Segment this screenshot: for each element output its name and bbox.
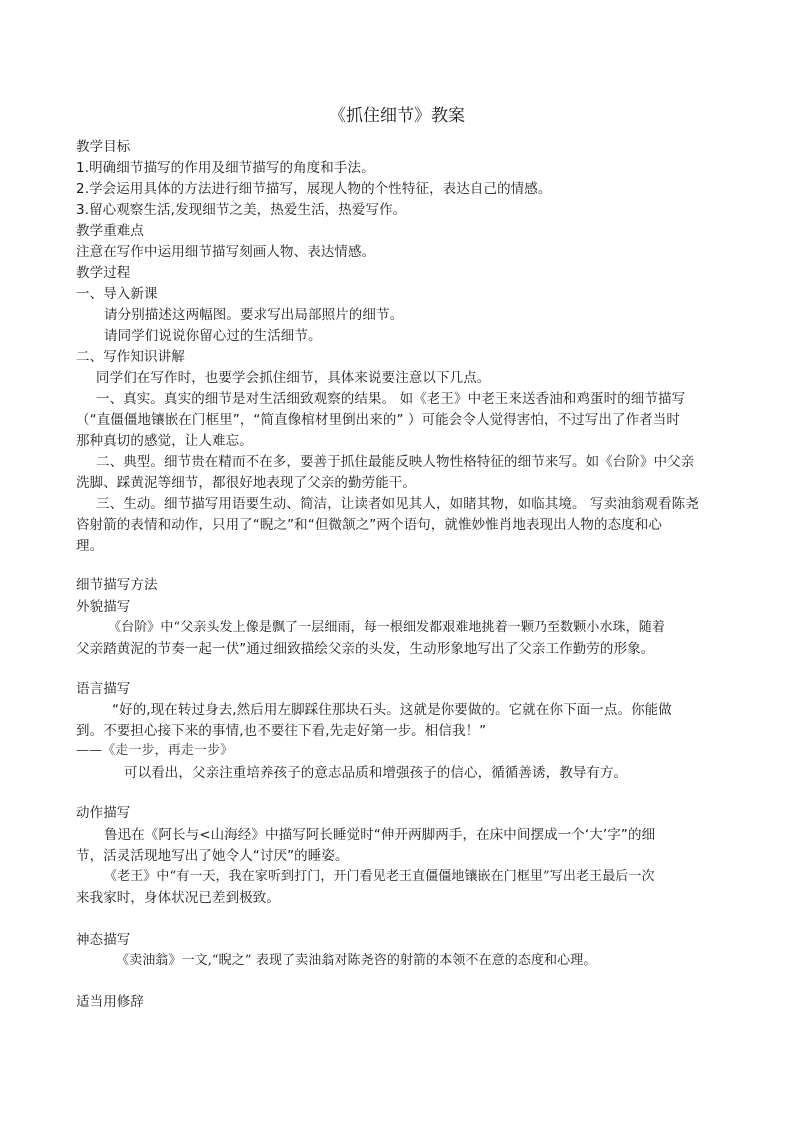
quote-line: 到。不要担心接下来的事情,也不要往下看,先走好第一步。相信我！” <box>76 723 487 739</box>
subsection-heading: 适当用修辞 <box>76 994 144 1010</box>
quote-line: “好的,现在转过身去,然后用左脚踩住那块石头。这就是你要做的。它就在你下面一点。你能做 <box>112 702 672 718</box>
quote-source: ——《走一步，再走一步》 <box>76 743 234 758</box>
paragraph-line: 《台阶》中“父亲头发上像是飘了一层细雨，每一根细发都艰难地挑着一颗乃至数颗小水珠，随着 <box>108 620 665 635</box>
paragraph-line: 同学们在写作时，也要学会抓住细节，具体来说要注意以下几点。 <box>96 370 491 386</box>
key-points-heading: 教学重难点 <box>76 223 144 239</box>
paragraph-line: 鲁迅在《阿长与<山海经》中描写阿长睡觉时“伸开两脚两手，在床中间摆成一个‘大’字”的细 <box>104 827 656 843</box>
process-heading: 教学过程 <box>76 265 131 281</box>
paragraph-line: 那种真切的感觉，让人难忘。 <box>76 433 253 449</box>
paragraph-line: （“直僵僵地镶嵌在门框里”，“简直像棺材里倒出来的” ）可能会令人觉得害怕，不过写出了作者当时 <box>76 412 680 428</box>
paragraph-line: 《卖油翁》一文,“睨之” 表现了卖油翁对陈尧咨的射箭的本领不在意的态度和心理。 <box>116 953 597 968</box>
paragraph-line: 二、典型。细节贵在精而不在多，要善于抓住最能反映人物性格特征的细节来写。如《台阶》中父亲 <box>96 454 695 470</box>
page-title: 《抓住细节》教案 <box>329 106 465 126</box>
subsection-heading: 外貌描写 <box>76 599 131 615</box>
objective-item: 1.明确细节描写的作用及细节描写的角度和手法。 <box>76 160 375 176</box>
paragraph-line: 咨射箭的表情和动作，只用了“睨之”和“但微颔之”两个语句，就惟妙惟肖地表现出人物的态度和心 <box>76 517 662 533</box>
paragraph-line: 洗脚、踩黄泥等细节，都很好地表现了父亲的勤劳能干。 <box>76 475 416 491</box>
paragraph-line: 三、生动。细节描写用语要生动、简洁，让读者如见其人，如睹其物，如临其境。 写卖油翁观看陈尧 <box>96 496 699 512</box>
methods-heading: 细节描写方法 <box>76 577 158 593</box>
paragraph-line: 请同学们说说你留心过的生活细节。 <box>104 328 322 344</box>
section-heading: 一、导入新课 <box>76 286 158 302</box>
subsection-heading: 神态描写 <box>76 932 131 948</box>
paragraph-line: 父亲踏黄泥的节奏一起一伏”通过细致描绘父亲的头发，生动形象地写出了父亲工作勤劳的形象。 <box>76 641 655 657</box>
paragraph-line: 《老王》中“有一天，我在家听到打门，开门看见老王直僵僵地镶嵌在门框里”写出老王最后一次 <box>104 869 655 884</box>
objective-item: 2.学会运用具体的方法进行细节描写，展现人物的个性特征，表达自己的情感。 <box>76 181 552 197</box>
subsection-heading: 语言描写 <box>76 681 131 697</box>
objectives-heading: 教学目标 <box>76 139 131 155</box>
paragraph-line: 请分别描述这两幅图。要求写出局部照片的细节。 <box>104 307 404 323</box>
paragraph-line: 节，活灵活现地写出了她令人“讨厌”的睡姿。 <box>76 848 349 864</box>
key-points-text: 注意在写作中运用细节描写刻画人物、表达情感。 <box>76 244 376 260</box>
objective-item: 3.留心观察生活,发现细节之美，热爱生活，热爱写作。 <box>76 202 407 218</box>
section-heading: 二、写作知识讲解 <box>76 349 185 365</box>
paragraph-line: 理。 <box>76 538 104 554</box>
paragraph-line: 可以看出，父亲注重培养孩子的意志品质和增强孩子的信心，循循善诱，教导有方。 <box>124 765 628 781</box>
paragraph-line: 来我家时，身体状况已差到极致。 <box>76 890 280 906</box>
paragraph-line: 一、真实。真实的细节是对生活细致观察的结果。 如《老王》中老王来送香油和鸡蛋时的细节描写 <box>96 391 686 407</box>
subsection-heading: 动作描写 <box>76 805 131 821</box>
